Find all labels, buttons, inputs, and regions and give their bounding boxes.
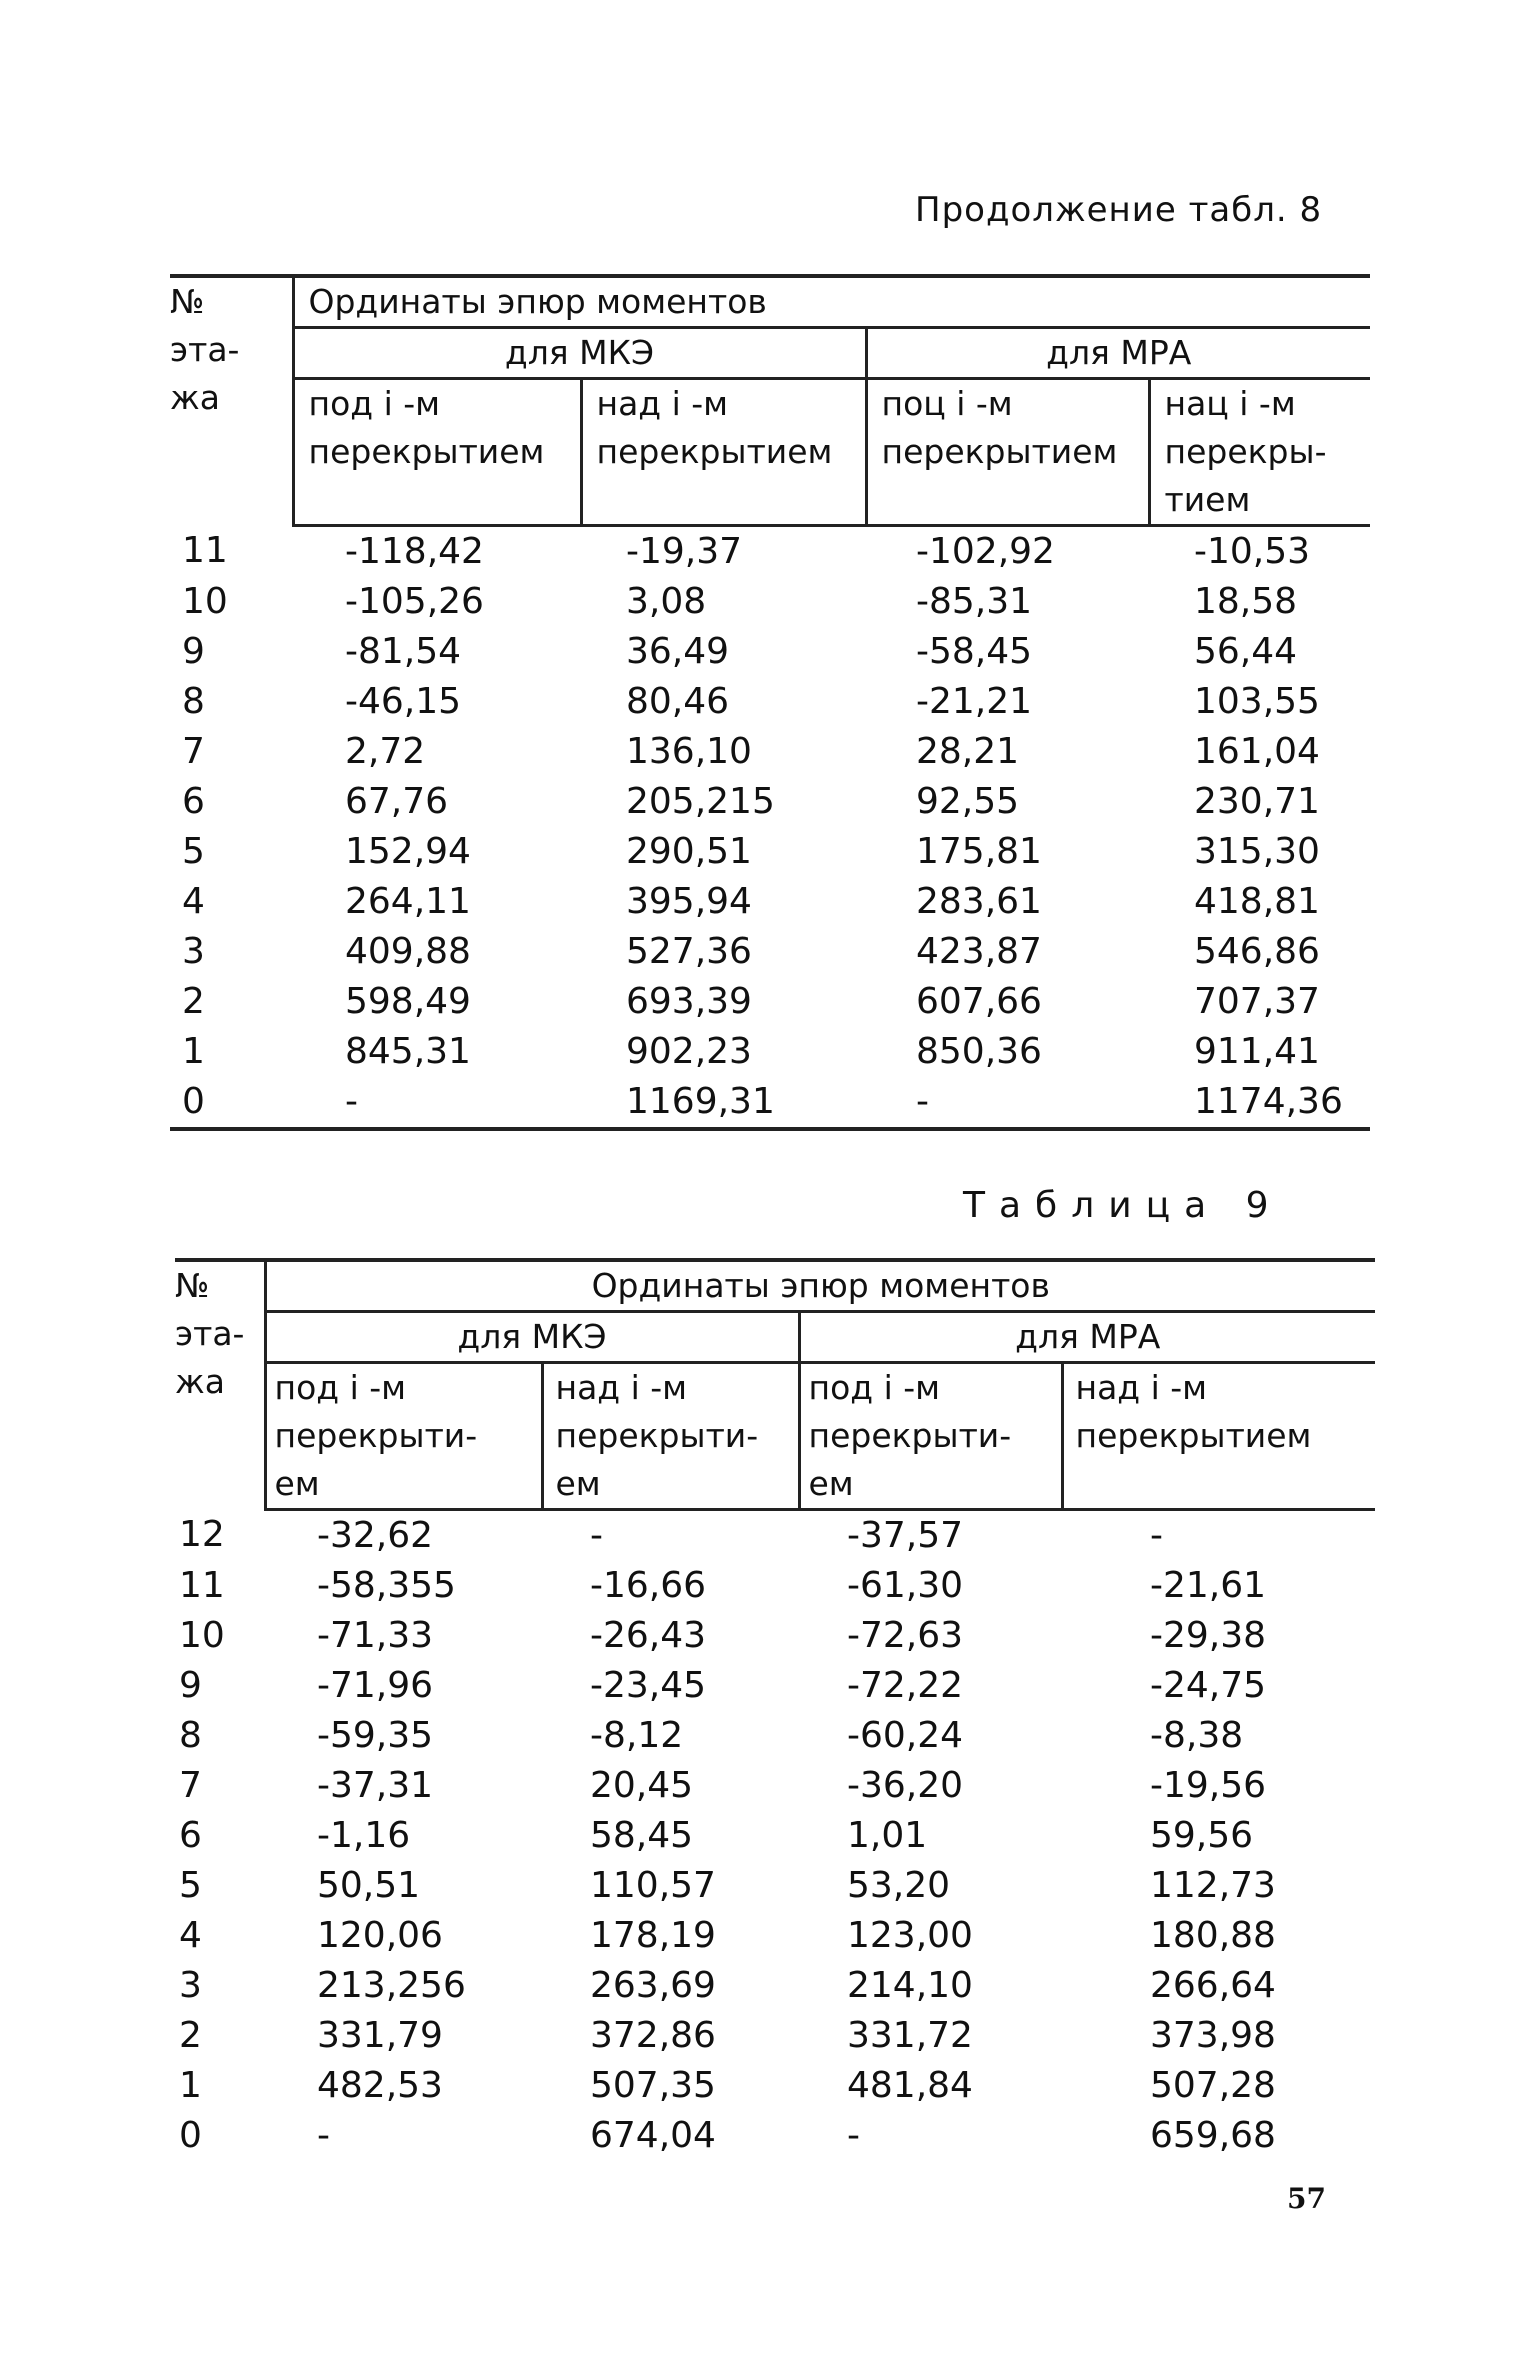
subheader-line: ем — [274, 1464, 320, 1503]
table-row — [175, 2061, 1375, 2111]
floor-header-line: № — [170, 282, 205, 321]
floor-header-line: жа — [170, 378, 220, 417]
moment-value-cell: 3,08 — [626, 581, 707, 622]
moment-value-cell: 80,46 — [626, 681, 730, 722]
moment-value-cell: -8,38 — [1150, 1715, 1244, 1756]
moment-value-cell: -71,33 — [317, 1615, 434, 1656]
table-8 — [170, 274, 1370, 1131]
subheader-line: под i -м — [808, 1368, 941, 1407]
floor-number-cell: 10 — [179, 1615, 225, 1656]
floor-header-line: эта- — [175, 1314, 245, 1353]
moment-value-cell: 213,256 — [317, 1965, 466, 2006]
table-row — [170, 777, 1370, 827]
subheader-line: нац i -м — [1164, 384, 1296, 423]
moment-value-cell: 58,45 — [590, 1815, 694, 1856]
moment-value-cell: 175,81 — [916, 831, 1042, 872]
mra-header: для МРА — [799, 1312, 1375, 1363]
table-9-caption: Таблица 9 — [963, 1185, 1283, 1226]
table-row — [170, 1077, 1370, 1129]
subheader-line: под i -м — [274, 1368, 407, 1407]
floor-number-cell: 4 — [182, 881, 205, 922]
table-row — [170, 977, 1370, 1027]
moment-value-cell: 28,21 — [916, 731, 1020, 772]
moment-value-cell: - — [1150, 1515, 1163, 1556]
table-row — [170, 1027, 1370, 1077]
moment-value-cell: 607,66 — [916, 981, 1042, 1022]
subheader-mke-below — [265, 1363, 542, 1510]
moment-value-cell: 481,84 — [847, 2065, 973, 2106]
moment-value-cell: -36,20 — [847, 1765, 964, 1806]
continuation-caption: Продолжение табл. 8 — [915, 190, 1323, 230]
subheader-line: перекрытием — [308, 432, 545, 471]
moment-value-cell: -19,56 — [1150, 1765, 1267, 1806]
moment-value-cell: -24,75 — [1150, 1665, 1267, 1706]
floor-number-cell: 7 — [179, 1765, 202, 1806]
floor-header-line: № — [175, 1266, 210, 1305]
table-row — [175, 1811, 1375, 1861]
subheader-line: ем — [555, 1464, 601, 1503]
moment-value-cell: 92,55 — [916, 781, 1020, 822]
subheader-mra-below — [866, 379, 1149, 526]
moment-value-cell: -61,30 — [847, 1565, 964, 1606]
floor-number-cell: 3 — [182, 931, 205, 972]
moment-value-cell: -102,92 — [916, 531, 1055, 572]
moment-value-cell: 20,45 — [590, 1765, 694, 1806]
floor-number-cell: 0 — [179, 2115, 202, 2156]
table-row — [170, 526, 1370, 578]
floor-number-cell: 2 — [179, 2015, 202, 2056]
floor-number-cell: 1 — [179, 2065, 202, 2106]
group-header: Ординаты эпюр моментов — [293, 276, 1370, 328]
page-number: 57 — [1287, 2182, 1326, 2215]
table-row — [175, 1510, 1375, 1562]
moment-value-cell: 266,64 — [1150, 1965, 1276, 2006]
table-row — [170, 827, 1370, 877]
moment-value-cell: 845,31 — [345, 1031, 471, 1072]
moment-value-cell: 674,04 — [590, 2115, 716, 2156]
floor-number-cell: 8 — [182, 681, 205, 722]
floor-number-cell: 3 — [179, 1965, 202, 2006]
moment-value-cell: 50,51 — [317, 1865, 421, 1906]
table-row — [175, 2011, 1375, 2061]
moment-value-cell: -23,45 — [590, 1665, 707, 1706]
table-row — [175, 2111, 1375, 2161]
moment-value-cell: -16,66 — [590, 1565, 707, 1606]
moment-value-cell: 373,98 — [1150, 2015, 1276, 2056]
moment-value-cell: 409,88 — [345, 931, 471, 972]
moment-value-cell: 911,41 — [1194, 1031, 1320, 1072]
moment-value-cell: - — [590, 1515, 603, 1556]
moment-value-cell: 507,28 — [1150, 2065, 1276, 2106]
moment-value-cell: -58,45 — [916, 631, 1033, 672]
moment-value-cell: 59,56 — [1150, 1815, 1254, 1856]
mke-header: для МКЭ — [293, 328, 866, 379]
moment-value-cell: 36,49 — [626, 631, 730, 672]
moment-value-cell: 103,55 — [1194, 681, 1320, 722]
subheader-line — [1076, 1460, 1376, 1508]
moment-value-cell: -19,37 — [626, 531, 743, 572]
table-row — [175, 1861, 1375, 1911]
moment-value-cell: 123,00 — [847, 1915, 973, 1956]
moment-value-cell: -58,355 — [317, 1565, 456, 1606]
subheader-mra-below — [799, 1363, 1062, 1510]
moment-value-cell: - — [317, 2115, 330, 2156]
table-row — [170, 677, 1370, 727]
moment-value-cell: -32,62 — [317, 1515, 434, 1556]
moment-value-cell: 372,86 — [590, 2015, 716, 2056]
moment-value-cell: 1,01 — [847, 1815, 928, 1856]
table-row — [175, 1911, 1375, 1961]
moment-value-cell: 112,73 — [1150, 1865, 1276, 1906]
moment-value-cell: 418,81 — [1194, 881, 1320, 922]
moment-value-cell: 110,57 — [590, 1865, 716, 1906]
subheader-mke-above — [581, 379, 866, 526]
subheader-line: поц i -м — [881, 384, 1013, 423]
moment-value-cell: 598,49 — [345, 981, 471, 1022]
moment-value-cell: 693,39 — [626, 981, 752, 1022]
floor-number-cell: 6 — [182, 781, 205, 822]
moment-value-cell: 178,19 — [590, 1915, 716, 1956]
floor-number-cell: 1 — [182, 1031, 205, 1072]
moment-value-cell: 283,61 — [916, 881, 1042, 922]
subheader-line: над i -м — [1075, 1368, 1208, 1407]
moment-value-cell: -72,63 — [847, 1615, 964, 1656]
moment-value-cell: - — [866, 1077, 1149, 1129]
moment-value-cell: 18,58 — [1194, 581, 1298, 622]
subheader-line — [882, 476, 1148, 524]
table-row — [175, 1961, 1375, 2011]
subheader-mke-above — [542, 1363, 799, 1510]
moment-value-cell: -118,42 — [345, 531, 484, 572]
moment-value-cell: 2,72 — [345, 731, 426, 772]
floor-number-cell: 10 — [182, 581, 228, 622]
moment-value-cell: 902,23 — [626, 1031, 752, 1072]
table-row — [170, 727, 1370, 777]
moment-value-cell: 1174,36 — [1149, 1077, 1370, 1129]
subheader-line: перекрыти- — [808, 1416, 1012, 1455]
moment-value-cell: 152,94 — [345, 831, 471, 872]
subheader-line — [597, 476, 865, 524]
moment-value-cell: 180,88 — [1150, 1915, 1276, 1956]
moment-value-cell: -1,16 — [317, 1815, 411, 1856]
moment-value-cell: 507,35 — [590, 2065, 716, 2106]
subheader-line: перекрытием — [881, 432, 1118, 471]
table-row — [170, 627, 1370, 677]
floor-number-cell: 8 — [179, 1715, 202, 1756]
moment-value-cell: 56,44 — [1194, 631, 1298, 672]
floor-number-cell: 5 — [179, 1865, 202, 1906]
subheader-line: перекры- — [1164, 432, 1327, 471]
table-9 — [175, 1258, 1375, 2161]
floor-number-cell: 12 — [179, 1513, 225, 1555]
moment-value-cell: -59,35 — [317, 1715, 434, 1756]
subheader-line: под i -м — [308, 384, 441, 423]
moment-value-cell: -105,26 — [345, 581, 484, 622]
floor-number-cell: 9 — [182, 631, 205, 672]
floor-header — [175, 1260, 265, 1510]
moment-value-cell: 214,10 — [847, 1965, 973, 2006]
moment-value-cell: - — [847, 2115, 860, 2156]
moment-value-cell: -46,15 — [345, 681, 462, 722]
table-row — [175, 1761, 1375, 1811]
moment-value-cell: 230,71 — [1194, 781, 1320, 822]
table-row — [175, 1561, 1375, 1611]
table-row — [170, 577, 1370, 627]
floor-header — [170, 276, 293, 526]
moment-value-cell: -71,96 — [317, 1665, 434, 1706]
moment-value-cell: - — [293, 1077, 581, 1129]
moment-value-cell: -21,21 — [916, 681, 1033, 722]
table-9-body — [175, 1510, 1375, 2162]
moment-value-cell: -8,12 — [590, 1715, 684, 1756]
moment-value-cell: -29,38 — [1150, 1615, 1267, 1656]
subheader-line: тием — [1164, 480, 1251, 519]
table-row — [175, 1661, 1375, 1711]
mke-header: для МКЭ — [265, 1312, 799, 1363]
floor-number-cell: 0 — [170, 1077, 293, 1129]
floor-number-cell: 9 — [179, 1665, 202, 1706]
subheader-mke-below — [293, 379, 581, 526]
moment-value-cell: 264,11 — [345, 881, 471, 922]
moment-value-cell: 67,76 — [345, 781, 449, 822]
moment-value-cell: 850,36 — [916, 1031, 1042, 1072]
table-row — [170, 927, 1370, 977]
moment-value-cell: 263,69 — [590, 1965, 716, 2006]
floor-number-cell: 7 — [182, 731, 205, 772]
moment-value-cell: 331,72 — [847, 2015, 973, 2056]
moment-value-cell: 136,10 — [626, 731, 752, 772]
floor-number-cell: 5 — [182, 831, 205, 872]
subheader-line: над i -м — [596, 384, 729, 423]
moment-value-cell: 331,79 — [317, 2015, 443, 2056]
subheader-line: над i -м — [555, 1368, 688, 1407]
moment-value-cell: 205,215 — [626, 781, 775, 822]
subheader-line: перекрыти- — [274, 1416, 478, 1455]
moment-value-cell: 120,06 — [317, 1915, 443, 1956]
subheader-mra-above — [1149, 379, 1370, 526]
moment-value-cell: -10,53 — [1194, 531, 1311, 572]
table-row — [170, 877, 1370, 927]
floor-number-cell: 11 — [179, 1565, 225, 1606]
moment-value-cell: 53,20 — [847, 1865, 951, 1906]
floor-header-line: жа — [175, 1362, 225, 1401]
moment-value-cell: -85,31 — [916, 581, 1033, 622]
floor-number-cell: 4 — [179, 1915, 202, 1956]
table-row — [175, 1611, 1375, 1661]
table-8-body — [170, 526, 1370, 1130]
subheader-line: перекрытием — [1075, 1416, 1312, 1455]
moment-value-cell: 527,36 — [626, 931, 752, 972]
moment-value-cell: -37,31 — [317, 1765, 434, 1806]
subheader-line: ем — [808, 1464, 854, 1503]
moment-value-cell: -26,43 — [590, 1615, 707, 1656]
floor-number-cell: 11 — [182, 529, 228, 571]
moment-value-cell: -72,22 — [847, 1665, 964, 1706]
moment-value-cell: 546,86 — [1194, 931, 1320, 972]
floor-number-cell: 6 — [179, 1815, 202, 1856]
subheader-line — [309, 476, 580, 524]
moment-value-cell: -60,24 — [847, 1715, 964, 1756]
moment-value-cell: -21,61 — [1150, 1565, 1267, 1606]
moment-value-cell: 482,53 — [317, 2065, 443, 2106]
moment-value-cell: 395,94 — [626, 881, 752, 922]
subheader-line: перекрытием — [596, 432, 833, 471]
moment-value-cell: 659,68 — [1150, 2115, 1276, 2156]
moment-value-cell: -37,57 — [847, 1515, 964, 1556]
subheader-mra-above — [1062, 1363, 1375, 1510]
moment-value-cell: 423,87 — [916, 931, 1042, 972]
mra-header: для МРА — [866, 328, 1370, 379]
moment-value-cell: 161,04 — [1194, 731, 1320, 772]
subheader-line: перекрыти- — [555, 1416, 759, 1455]
moment-value-cell: 315,30 — [1194, 831, 1320, 872]
table-row — [175, 1711, 1375, 1761]
moment-value-cell: -81,54 — [345, 631, 462, 672]
moment-value-cell: 290,51 — [626, 831, 752, 872]
group-header: Ординаты эпюр моментов — [265, 1260, 1375, 1312]
floor-header-line: эта- — [170, 330, 240, 369]
moment-value-cell: 707,37 — [1194, 981, 1320, 1022]
floor-number-cell: 2 — [182, 981, 205, 1022]
moment-value-cell: 1169,31 — [581, 1077, 866, 1129]
